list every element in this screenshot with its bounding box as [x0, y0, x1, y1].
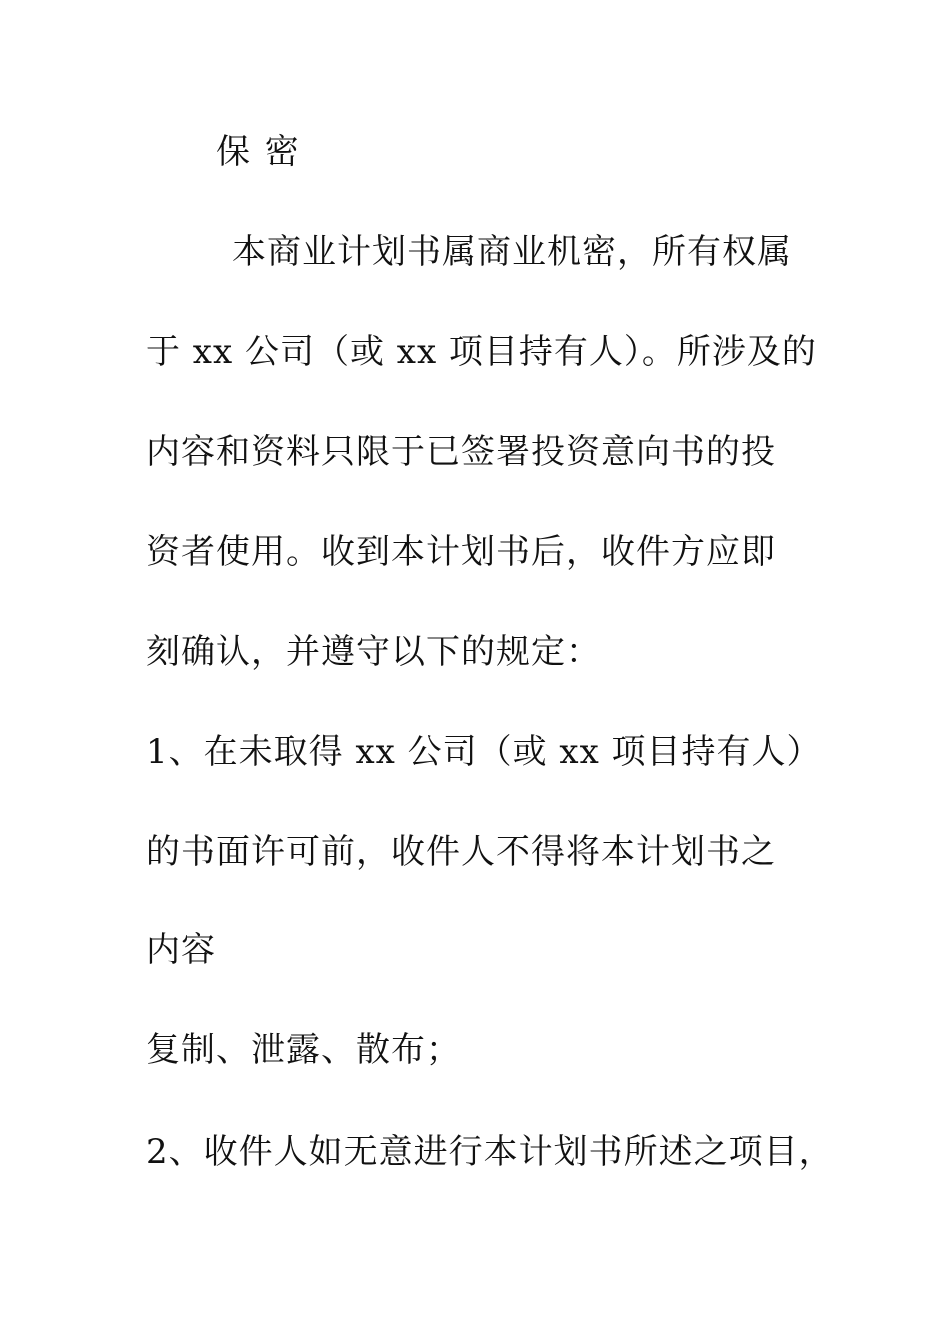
- paragraph-line-5: 刻确认，并遵守以下的规定：: [146, 632, 601, 672]
- paragraph-line-2: 于 xx 公司（或 xx 项目持有人）。所涉及的: [146, 332, 817, 372]
- rule-1-line-4: 复制、泄露、散布；: [146, 1030, 461, 1070]
- rule-1-line-2: 的书面许可前，收件人不得将本计划书之: [146, 832, 776, 872]
- rule-1-line-3: 内容: [146, 930, 216, 970]
- paragraph-line-4: 资者使用。收到本计划书后，收件方应即: [146, 532, 776, 572]
- rule-1-line-1: 1、在未取得 xx 公司（或 xx 项目持有人）: [146, 732, 822, 772]
- paragraph-line-1: 本商业计划书属商业机密，所有权属: [232, 232, 792, 272]
- document-title: 保 密: [216, 132, 301, 172]
- rule-2-line-1: 2、收件人如无意进行本计划书所述之项目，: [146, 1132, 834, 1172]
- paragraph-line-3: 内容和资料只限于已签署投资意向书的投: [146, 432, 776, 472]
